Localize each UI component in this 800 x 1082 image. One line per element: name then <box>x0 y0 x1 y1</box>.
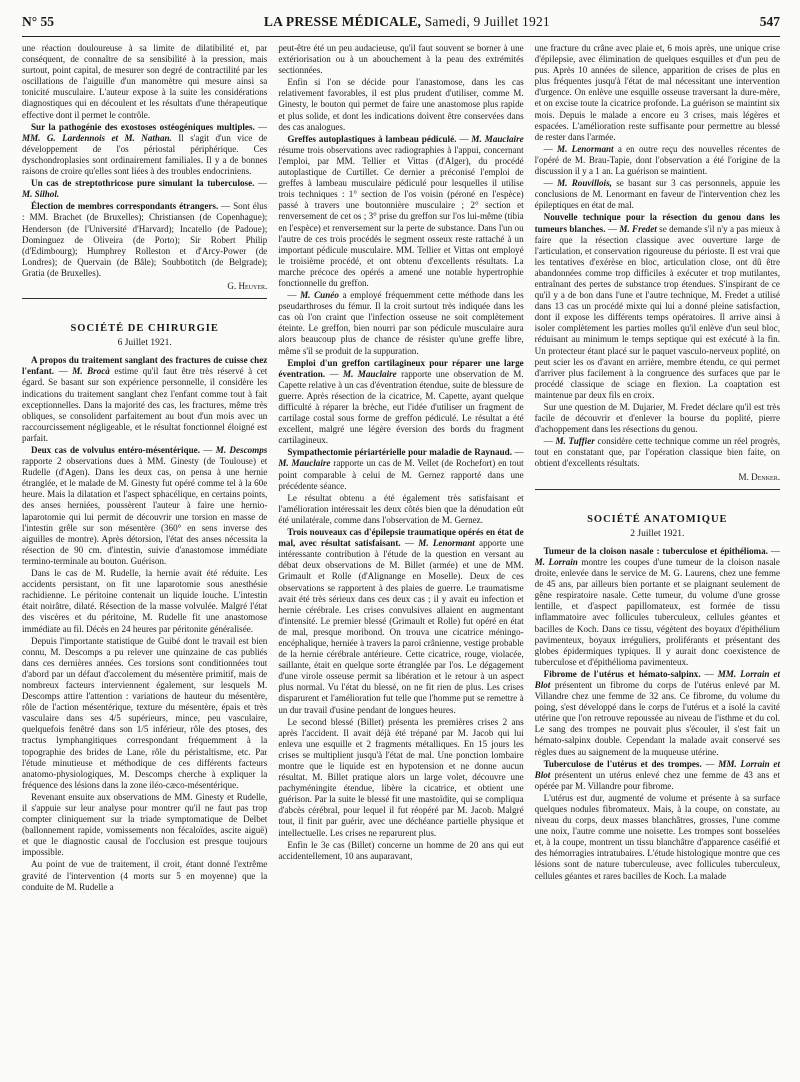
section-date: 2 Juillet 1921. <box>630 528 685 539</box>
signature: M. Denker. <box>738 471 780 482</box>
author: MM. Lorrain et Blot <box>534 668 780 690</box>
issue-date: Samedi, 9 Juillet 1921 <box>424 14 550 29</box>
article-heading: Trois nouveaux cas d'épilepsie traumatique opérés en état de mal, avec résultat satisfaisant. <box>278 527 524 549</box>
column-1 <box>22 43 267 1073</box>
journal-name: LA PRESSE MÉDICALE, <box>263 14 422 29</box>
paragraph: Sympathectomie périartérielle pour maladie de Raynaud. — M. Mauclaire rapporte un cas de M. Vellet (de Rochefort) en tout point comparable à celui de M. Gernez rapporté dans une précédente séance. <box>278 447 524 491</box>
author: M. Brocà <box>72 366 110 377</box>
paragraph: Deux cas de volvulus entéro-mésentérique. — M. Descomps rapporte 2 observations dues à MM. Ginesty (de Toulouse) et Rudelle (d'Agen). Dans les deux cas, on pensa à une hernie étranglée, et le malade de M. Ginesty fut opéré comme tel à la 60e heure. Mais la dilatation et l'aspect sphacélique, en certains points, des anses herniées, poussèrent l'auteur à faire une hernio-laparotomie qui lui permit de découvrir une torsion en masse de l'intestin grêle sur son mésentère (360° en sens inverse des aiguilles de montre). Après détorsion, l'état des anses nécessita la résection de 90 cm. d'intestin, suivie d'anastomose immédiate termino-terminale au bouton. Guérison. <box>22 445 268 566</box>
paragraph-body: estime qu'il faut être très réservé à cet égard. Se basant sur son expérience personnelle, il considère les indications du traitement sanglant chez l'enfant comme tout à fait exceptionnelles. Dans la majorité des cas, les fractures, même très obliques, se consolident parfaitement au bout d'un mois avec un raccourcissement négligeable, et le résultat fonctionnel éloigné est parfait. <box>22 366 268 443</box>
paragraph: Tuberculose de l'utérus et des trompes. — MM. Lorrain et Blot présentent un utérus enlevé chez une femme de 43 ans et opérée par M. Villandre pour fibrome. <box>534 758 780 791</box>
paragraph-body: Sont élus : MM. Brachet (de Bruxelles); Christiansen (de Copenhague); Henderson (de l'Université d'Harvard); Incatello (de Padoue); Dominguez de Oliveira (de Porto); Sir Robert Philip (d'Edimbourg); Humphrey Rolleston et d'Arcy-Power (de Londres); de Quervain (de Bâle); Soubbotitch (de Belgrade); Gratia (de Bruxelles). <box>22 201 268 278</box>
paragraph: Élection de membres correspondants étrangers. — Sont élus : MM. Brachet (de Bruxelles); Christiansen (de Copenhague); Henderson (de l'Université d'Harvard); Incatello (de Padoue); Dominguez de Oliveira (de Porto); Sir Robert Philip (d'Edimbourg); Humphrey Rolleston et d'Arcy-Power (de Londres); de Quervain (de Bâle); Soubbotitch (de Belgrade); Gratia (de Bruxelles). <box>22 201 268 278</box>
divider <box>22 298 267 299</box>
article-heading: Sur la pathogénie des exostoses ostéogéniques multiples. <box>31 121 255 132</box>
article-heading: Fibrome de l'utérus et hémato-salpinx. <box>543 668 701 679</box>
paragraph: Fibrome de l'utérus et hémato-salpinx. — MM. Lorrain et Blot présentent un fibrome du corps de l'utérus enlevé par M. Villandre chez une femme de 32 ans. Ce fibrome, du volume du poing, s'est développé dans le corps de l'utérus et a isolé la cavité utérine que l'on retrouve repoussée au niveau de l'isthme et du col. Le sang des trompes ne pouvait plus s'écouler, il s'est fait un hémato-salpinx double. Cependant la malade avait conservé ses règles dues au saignement de la muqueuse utérine. <box>534 668 780 757</box>
article-heading: Emploi d'un greffon cartilagineux pour réparer une large éventration. <box>278 357 524 379</box>
paragraph-body: rapporte un cas de M. Vellet (de Rochefort) en tout point comparable à celui de M. Gernez rapporté dans une précédente séance. <box>278 458 524 491</box>
page-header <box>22 14 780 37</box>
journal-title <box>264 14 550 30</box>
paragraph: une fracture du crâne avec plaie et, 6 mois après, une unique crise d'épilepsie, avec élimination de quelques esquilles et d'un peu de pus. Après 10 années de silence, apparition de crises de plus en plus fréquentes jusqu'à l'état de mal nécessitant une intervention d'urgence. On enlève une esquille osseuse traversant la dure-mère, et on excise toute la cicatrice profonde. La guérison se maintint six mois. Depuis le malade a encore eu 3 crises, mais légères et espacées. L'amélioration reste suffisante pour permettre au blessé de rester dans l'armée. <box>534 43 780 142</box>
paragraph: Un cas de streptothricose pure simulant la tuberculose. — M. Silhol. <box>22 178 268 200</box>
paragraph: Sur la pathogénie des exostoses ostéogéniques multiples. — MM. G. Lardennois et M. Nathan. Il s'agit d'un vice de développement de l'os périostal périphérique. Ces dyschondroplasies sont ordinairement familiales. Il y a de bonnes raisons de croire qu'elles sont liées à des troubles endocriniens. <box>22 121 268 177</box>
article-heading: A propos du traitement sanglant des fractures de cuisse chez l'enfant. <box>22 355 268 377</box>
paragraph: — M. Lenormant a en outre reçu des nouvelles récentes de l'opéré de M. Brau-Tapie, dont l'observation a été l'origine de la discussion il y a 1 an. La guérison se maintient. <box>534 143 780 177</box>
paragraph: Tumeur de la cloison nasale : tuberculose et épithélioma. — M. Lorrain montre les coupes d'une tumeur de la cloison nasale droite, enlevée dans le service de M. G. Laurens, chez une femme de 45 ans, par ailleurs bien portante et se plaignant seulement de gêne respiratoire nasale. Cette tumeur, du volume d'une grosse lentille, et d'aspect papillomateux, est formée de tissu inflammatoire avec follicules tuberculeux, cellules géantes et bacilles de Koch. Dans ce tissu, végètent des boyaux d'épithélium pavimenteux, boyaux irréguliers, proliférants et présentant des globes épidermiques typiques. Il y aurait donc coexistence de tuberculose et d'épithélioma pavimenteux. <box>534 545 780 667</box>
page-number: 547 <box>759 14 780 29</box>
paragraph: Dans le cas de M. Rudelle, la hernie avait été réduite. Les accidents persistant, on fit une laparotomie sous anesthésie rachidienne. Le péritoine contenait un liquide louche. L'intestin était noirâtre, dilaté. Résection de la masse volvulée. Malgré l'état des viscères et du péritoine, M. Rudelle fit une anastomose immédiate au fil. Décès en 24 heures par péritonite généralisée. <box>22 568 268 634</box>
author: M. Tuffier <box>555 436 595 447</box>
author: M. Lorrain <box>534 556 578 567</box>
section-heading: SOCIÉTÉ DE CHIRURGIE <box>70 323 219 335</box>
article-heading: Tumeur de la cloison nasale : tuberculose et épithélioma. <box>543 545 768 556</box>
divider <box>535 489 780 490</box>
article-heading: Sympathectomie périartérielle pour maladie de Raynaud. <box>287 447 512 458</box>
paragraph: Depuis l'importante statistique de Guibé dont le travail est bien connu, M. Descomps a pu relever une quinzaine de cas publiés dans ces dernières années. Ces torsions sont conditionnées tout d'abord par un défaut d'accolement du mésentère primitif, mais de nombreux facteurs interviennent également, sur lesquels M. Descomps attire l'attention : variations de hauteur du mésentère, rôle de l'action mésentérique, texture du mésentère, épais et très vasculaire dans ses 4/5 supérieurs, mince, peu vasculaire, quelquefois fenêtré dans son 1/5 inférieur, rôle des ptoses, des tractus lymphangitiques correspondant fréquemment à la topographie des brides de Lane, rôle du péristaltisme, etc. Par l'étude minutieuse et méthodique de ces différents facteurs anatomo-physiologiques, M. Descomps cherche à expliquer la fréquence des lésions dans la zone iléo-cæco-mésentérique. <box>22 635 268 790</box>
author: M. Cunéo <box>300 290 339 301</box>
section-date: 6 Juillet 1921. <box>117 338 172 349</box>
paragraph: Emploi d'un greffon cartilagineux pour réparer une large éventration. — M. Mauclaire rapporte une observation de M. Capette relative à un cas d'éventration étendue, suite de blessure de guerre. Après résection de la cicatrice, M. Capette, ayant quelque difficulté à réparer la brèche, eut l'idée d'utiliser un fragment de cartilage costal sous forme de greffon pédiculé. Le résultat a été excellent, malgré une légère éversion des bords du fragment cartilagineux. <box>278 357 524 446</box>
paragraph: Trois nouveaux cas d'épilepsie traumatique opérés en état de mal, avec résultat satisfaisant. — M. Lenormant apporte une intéressante contribution à l'étude de la question en versant au débat deux observations de M. Billet (armée) et une de MM. Grimault et Rolle (d'Alignange en Moselle). Deux de ces observations se rapportent à des plaies de guerre. Le traumatisme avait été très sérieux dans ces deux cas ; il y avait eu infection et hernie cérébrale. Les crises convulsives allaient en augmentant d'intensité. Le premier blessé (Grimault et Rolle) fut opéré en état de mal, presque moribond. On trouva une cicatrice méningo-encéphalique, herniée à travers la paroi crânienne, vestige probable de la hernie cérébrale antérieure. Cette cicatrice, rouge, violacée, saillante, était en quelque sorte étranglée par l'os. Le dégagement d'une virole osseuse permit sa libération et le retour à un aspect plus normal. Vu l'état du blessé, on ne fit rien de plus. Les crises disparurent et l'amélioration fut telle que l'homme put se remettre à un dur travail d'usine pendant de longues heures. <box>278 527 524 715</box>
article-heading: Greffes autoplastiques à lambeau pédiculé. <box>287 133 457 144</box>
paragraph: une réaction douloureuse à sa limite de dilatibilité et, par conséquent, de connaître de sa sensibilité à la pression, mais surtout, point capital, de mesurer son degré de contractilité par les oscillations de l'aiguille d'un manomètre qui mesure ainsi sa tonicité musculaire. L'auteur expose à la suite les considérations diagnostiques qui en découlent et les résultats d'une thérapeutique effective dont il permet le contrôle. <box>22 43 268 120</box>
article-heading: Nouvelle technique pour la résection du genou dans les tumeurs blanches. <box>534 212 780 234</box>
text-columns <box>22 43 780 1073</box>
paragraph-body: a employé fréquemment cette méthode dans les pseudarthroses du fémur. Il la croit surtout très indiquée dans les cas où l'on craint que l'infection osseuse ne soit complètement éteinte. Le greffon, bien nourri par son pédicule musculaire aura alors beaucoup plus de chance de résister qu'une greffe libre, même s'il se produit de la suppuration. <box>278 290 524 356</box>
paragraph: — M. Cunéo a employé fréquemment cette méthode dans les pseudarthroses du fémur. Il la croit surtout très indiquée dans les cas où l'on craint que l'infection osseuse ne soit complètement éteinte. Le greffon, bien nourri par son pédicule musculaire aura alors beaucoup plus de chance de résister qu'une greffe libre, même s'il se produit de la suppuration. <box>278 290 524 356</box>
issue-number: N° 55 <box>22 14 55 29</box>
author: M. Mauclaire <box>278 458 331 469</box>
paragraph-body: considère cette technique comme un réel progrès, tout en constatant que, par l'opération classique bien faite, on obtient d'excellents résultats. <box>534 436 780 469</box>
paragraph-body: se basant sur 3 cas personnels, appuie les conclusions de M. Lenormant en faveur de l'intervention chez les épileptiques en état de mal. <box>534 178 780 211</box>
author: M. Mauclaire <box>471 133 524 144</box>
section-heading: SOCIÉTÉ ANATOMIQUE <box>587 513 728 525</box>
paragraph: A propos du traitement sanglant des fractures de cuisse chez l'enfant. — M. Brocà estime qu'il faut être très réservé à cet égard. Se basant sur son expérience personnelle, il considère les indications du traitement sanglant chez l'enfant comme tout à fait exceptionnelles. Dans la majorité des cas, les fractures, même très obliques, se consolident parfaitement au bout d'un mois avec un raccourcissement négligeable, et le résultat fonctionnel éloigné est parfait. <box>22 355 268 443</box>
author: M. Lenormant <box>418 538 475 549</box>
article-heading: Un cas de streptothricose pure simulant la tuberculose. <box>31 178 255 189</box>
paragraph: Revenant ensuite aux observations de MM. Ginesty et Rudelle, il s'appuie sur leur analyse pour montrer qu'il ne faut pas trop compter cliniquement sur la triade symptomatique de Delbet (ballonnement rapide, vomissements non fécaloïdes, ascite aiguë) et que le diagnostic causal de l'occlusion est presque toujours impossible. <box>22 791 268 858</box>
author: MM. G. Lardennois et M. Nathan. <box>22 132 172 143</box>
article-heading: Deux cas de volvulus entéro-mésentérique. <box>31 445 200 455</box>
author: M. Descomps <box>215 445 268 455</box>
author: M. Mauclaire <box>343 368 397 379</box>
paragraph-body: rapporte une observation de M. Capette relative à un cas d'éventration étendue, suite de blessure de guerre. Après résection de la cicatrice, M. Capette, ayant quelque difficulté à réparer la brèche, eut l'idée d'utiliser un fragment de cartilage costal sous forme de greffon pédiculé. Le résultat a été excellent, malgré une légère éversion des bords du fragment cartilagineux. <box>278 368 524 446</box>
paragraph-body: présentent un utérus enlevé chez une femme de 43 ans et opérée par M. Villandre pour fibrome. <box>534 769 780 791</box>
article-heading: Élection de membres correspondants étrangers. <box>31 201 219 212</box>
column-2 <box>278 43 523 1073</box>
paragraph: Enfin si l'on se décide pour l'anastomose, dans les cas relativement favorables, il est plus prudent d'utiliser, comme M. Ginesty, le bouton qui permet de faire une anastomose plus rapide et plus solide, et dont les indications doivent être conservées dans des cas analogues. <box>278 77 524 132</box>
author: M. Lenormant <box>557 143 614 154</box>
paragraph-body: présentent un fibrome du corps de l'utérus enlevé par M. Villandre chez une femme de 32 ans. Ce fibrome, du volume du poing, s'est développé dans le corps de l'utérus et a isolé la cavité utérine que l'on retrouve repoussée au niveau de l'isthme et du col. Le sang des trompes ne pouvait plus s'écouler, il s'est fait un hémato-salpinx double. Cependant la malade avait conservé ses règles dues au saignement de la muqueuse utérine. <box>534 679 780 757</box>
paragraph: Sur une question de M. Dujarier, M. Fredet déclare qu'il est très facile de découvrir et d'enlever la bourse du poplité, pierre d'achoppement dans les résections du genou. <box>534 402 780 435</box>
paragraph: L'utérus est dur, augmenté de volume et présente à sa surface quelques nodules fibromateux. Mais, à la coupe, on constate, au niveau du corps, deux masses blanchâtres, grosses, l'une comme une noix, l'autre comme une noisette. Les trompes sont bosselées et, à la coupe, montrent un tissu blanchâtre d'apparence caséifié et des hémorragies intratubaires. L'étude histologique montre que ces lésions sont de nature tuberculeuse, avec follicules tuberculeux, cellules géantes et rares bacilles de Koch. La malade <box>534 792 780 881</box>
paragraph: Le second blessé (Billet) présenta les premières crises 2 ans après l'accident. Il avait déjà été trépané par M. Jacob qui lui enleva une esquille et 2 fragments métalliques. En 15 jours les crises se multiplient jusqu'à l'état de mal. Une ponction lombaire montre que le liquide est en hypotension et ne donne aucun résultat. M. Billet pratique alors un large volet, découvre une pachyméningite étendue, libère la cicatrice, et obtient une guérison. Par la suite le blessé fit une mastoïdite, qui se compliqua d'abcès cérébral, pour lequel il fut réopéré par M. Jacob. Malgré tout, il finit par guérir, avec une déchéance partielle physique et intellectuelle. Les crises ne reparurent plus. <box>278 716 524 838</box>
paragraph-body: rapporte 2 observations dues à MM. Ginesty (de Toulouse) et Rudelle (d'Agen). Dans les deux cas, on pensa à une hernie étranglée, et le malade de M. Ginesty fut opéré comme tel à la 60e heure. Mais la dilatation et l'aspect sphacélique, en certains points, des anses herniées, poussèrent l'auteur à faire une hernio-laparotomie qui lui permit de découvrir une torsion en masse de l'intestin grêle sur son mésentère (360° en sens inverse des aiguilles de montre). Après détorsion, l'état des anses nécessita la résection de 90 cm. d'intestin, suivie d'anastomose immédiate termino-terminale au bouton. Guérison. <box>22 456 268 566</box>
paragraph: Nouvelle technique pour la résection du genou dans les tumeurs blanches. — M. Fredet se demande s'il n'y a pas mieux à faire que la résection classique avec ouverture large de l'articulation, et conservation rigoureuse du périoste. Il est vrai que les tentatives d'exérèse en bloc, articulation close, ont dû être abandonnées comme trop difficiles à exécuter et trop mutilantes, entraînant des pertes de substance trop étendues. S'inspirant de ce qu'il y a de bon dans l'une et l'autre technique, M. Fredet a utilisé dans 13 cas un procédé mixte qui lui a donné pleine satisfaction, dont il expose les différents temps opératoires. Il arrive ainsi à isoler complètement les parties molles qu'il enlève d'un seul bloc, réduisant au minimum le temps septique qui est exécuté à la fin. Un protecteur étant placé sur le paquet vasculo-nerveux poplité, on peut scier les os d'avant en arrière, membre étendu, ce qui permet d'arriver plus facilement à la congruence des surfaces que par le procédé classique de sciage en flexion. La coaptation est maintenue par deux fils en croix. <box>534 212 780 400</box>
paragraph: peut-être été un peu audacieuse, qu'il faut souvent se borner à une extériorisation ou à un abouchement à la peau des extrémités sectionnées. <box>278 43 524 76</box>
paragraph-body: apporte une intéressante contribution à l'étude de la question en versant au débat deux observations de M. Billet (armée) et une de MM. Grimault et Rolle (d'Alignange en Moselle). Deux de ces observations se rapportent à des plaies de guerre. Le traumatisme avait été très sérieux dans ces deux cas ; il y avait eu infection et hernie cérébrale. Les crises convulsives allaient en augmentant d'intensité. Le premier blessé (Grimault et Rolle) fut opéré en état de mal, presque moribond. On trouva une cicatrice méningo-encéphalique, herniée à travers la paroi crânienne, vestige probable de la hernie cérébrale antérieure. Cette cicatrice, rouge, violacée, saillante, était en quelque sorte étranglée par l'os. Le dégagement d'une virole osseuse permit sa libération et le retour à un aspect plus normal. Vu l'état du blessé, on ne fit rien de plus. Les crises disparurent et l'amélioration fut telle que l'homme put se remettre à un dur travail d'usine pendant de longues heures. <box>278 538 524 715</box>
paragraph: Au point de vue de traitement, il croit, étant donné l'extrême gravité de l'intervention (4 morts sur 5 en moyenne) que la conduite de M. Rudelle a <box>22 859 268 892</box>
article-heading: Tuberculose de l'utérus et des trompes. <box>543 758 702 769</box>
signature: G. Heuyer. <box>227 280 268 291</box>
column-3 <box>535 43 780 1073</box>
paragraph-body: se demande s'il n'y a pas mieux à faire que la résection classique avec ouverture large de l'articulation, et conservation rigoureuse du périoste. Il est vrai que les tentatives d'exérèse en bloc, articulation close, ont dû être abandonnées comme trop difficiles à exécuter et trop mutilantes, entraînant des pertes de substance trop étendues. S'inspirant de ce qu'il y a de bon dans l'une et l'autre technique, M. Fredet a utilisé dans 13 cas un procédé mixte qui lui a donné pleine satisfaction, dont il expose les différents temps opératoires. Il arrive ainsi à isoler complètement les parties molles qu'il enlève d'un seul bloc, réduisant au minimum le temps septique qui est exécuté à la fin. Un protecteur étant placé sur le paquet vasculo-nerveux poplité, on peut scier les os d'avant en arrière, membre étendu, ce qui permet d'arriver plus facilement à la congruence des surfaces que par le procédé classique de sciage en flexion. La coaptation est maintenue par deux fils en croix. <box>534 223 780 400</box>
paragraph: Le résultat obtenu a été également très satisfaisant et l'amélioration intéressait les deux côtés bien que la dénudation eût été unilatérale, comme dans l'observation de M. Gernez. <box>278 492 524 525</box>
paragraph: — M. Rouvillois, se basant sur 3 cas personnels, appuie les conclusions de M. Lenormant en faveur de l'intervention chez les épileptiques en état de mal. <box>534 178 780 211</box>
paragraph-body: a en outre reçu des nouvelles récentes de l'opéré de M. Brau-Tapie, dont l'observation a été l'origine de la discussion il y a 1 an. La guérison se maintient. <box>534 143 780 177</box>
author: M. Fredet <box>619 223 657 234</box>
paragraph: Enfin le 3e cas (Billet) concerne un homme de 20 ans qui eut accidentellement, 10 ans auparavant, <box>278 839 524 861</box>
paragraph-body: résume trois observations avec radiographies à l'appui, concernant l'emploi, par MM. Tellier et Vittas (d'Alger), du procédé autoplastique de Curtillet. Ce dernier a préconisé l'emploi de greffes à lambeau musculaire pédiculé pour lesquelles il utilise trois techniques : 1° section de l'os voisin (péroné en l'espèce) passé à travers une boutonnière musculaire ; 2° section et renversement de cet os ; 3° prise du greffon sur l'os lui-même (tibia en l'espèce) et renversement sur la perte de substance. Dans l'un ou l'autre de ces trois procédés le segment osseux reste rattaché à un important pédicule musculaire. MM. Tellier et Vittas ont employé le troisième procédé, et ont obtenu d'excellents résultats. La marche précoce des opérés a amené une notable hypertrophie fonctionnelle du greffon. <box>278 144 524 288</box>
paragraph: — M. Tuffier considère cette technique comme un réel progrès, tout en constatant que, par l'opération classique bien faite, on obtient d'excellents résultats. <box>534 436 780 469</box>
author: M. Rouvillois, <box>557 178 612 189</box>
paragraph: Greffes autoplastiques à lambeau pédiculé. — M. Mauclaire résume trois observations avec radiographies à l'appui, concernant l'emploi, par MM. Tellier et Vittas (d'Alger), du procédé autoplastique de Curtillet. Ce dernier a préconisé l'emploi de greffes à lambeau musculaire pédiculé pour lesquelles il utilise trois techniques : 1° section de l'os voisin (péroné en l'espèce) passé à travers une boutonnière musculaire ; 2° section et renversement de cet os ; 3° prise du greffon sur l'os lui-même (tibia en l'espèce) et renversement sur la perte de substance. Dans l'un ou l'autre de ces trois procédés le segment osseux reste rattaché à un important pédicule musculaire. MM. Tellier et Vittas ont employé le troisième procédé, et ont obtenu d'excellents résultats. La marche précoce des opérés a amené une notable hypertrophie fonctionnelle du greffon. <box>278 133 524 288</box>
paragraph-body: montre les coupes d'une tumeur de la cloison nasale droite, enlevée dans le service de M. G. Laurens, chez une femme de 45 ans, par ailleurs bien portante et se plaignant seulement de gêne respiratoire nasale. Cette tumeur, du volume d'une grosse lentille, et d'aspect papillomateux, est formée de tissu inflammatoire avec follicules tuberculeux, cellules géantes et bacilles de Koch. Dans ce tissu, végètent des boyaux d'épithélium pavimenteux, boyaux irréguliers, proliférants et présentant des globes épidermiques typiques. Il y aurait donc coexistence de tuberculose et d'épithélioma pavimenteux. <box>534 556 780 667</box>
paragraph-body: Il s'agit d'un vice de développement de l'os périostal périphérique. Ces dyschondroplasies sont ordinairement familiales. Il y a de bonnes raisons de croire qu'elles sont liées à des troubles endocriniens. <box>22 132 268 177</box>
author: M. Silhol. <box>22 189 60 200</box>
author: MM. Lorrain et Blot <box>534 758 780 780</box>
